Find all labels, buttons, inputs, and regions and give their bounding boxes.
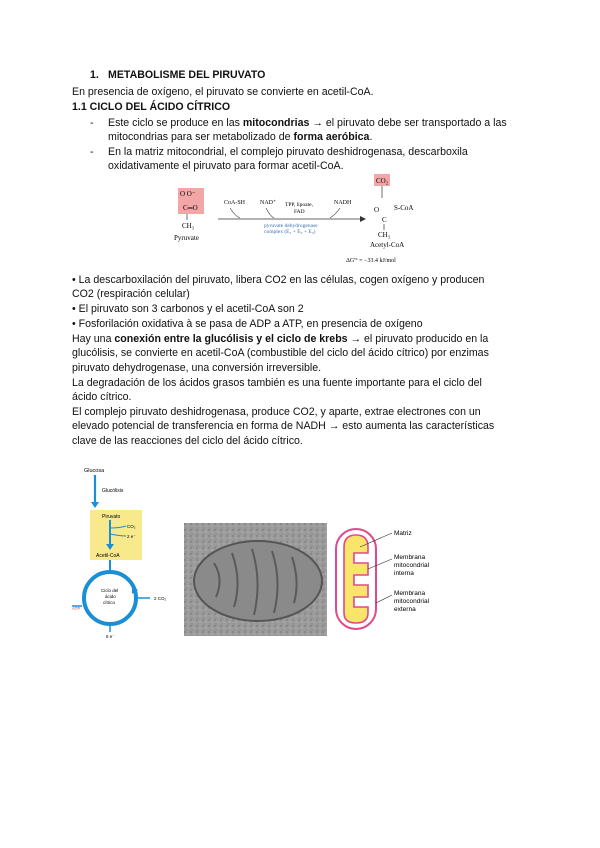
- intro-text: En presencia de oxígeno, el piruvato se convierte en acetil-CoA.: [72, 86, 374, 98]
- paragraph-1-line-2: glucólisis, se convierte en acetil-CoA (combustible del ciclo del ácido cítrico) por enzimas: [72, 347, 489, 359]
- cycle-label-2: ácido: [105, 594, 116, 599]
- product-scoa: S-CoA: [394, 204, 414, 212]
- keto-label: C═O: [183, 204, 198, 212]
- paragraph-1-bold: conexión entre la glucólisis y el ciclo de krebs: [114, 333, 348, 345]
- nad-label: NAD⁺: [260, 200, 277, 206]
- mitochondrion-schematic: [330, 523, 480, 636]
- subheading: 1.1 CICLO DEL ÁCIDO CÍTRICO: [72, 101, 231, 113]
- outer-membrane-label-2: mitocondrial: [394, 598, 430, 605]
- enzyme-label-1: pyruvate dehydrogenase: [264, 223, 318, 229]
- paragraph-2-line-1: La degradación de los ácidos grasos también es una fuente importante para el ciclo del: [72, 377, 482, 389]
- atp-output: ATP: [72, 606, 81, 611]
- glycolysis-label: Glucólisis: [102, 488, 124, 494]
- bullet-dash: -: [90, 146, 94, 158]
- fad-label: FAD: [294, 209, 305, 215]
- two-co2-output: 2 CO₂: [154, 596, 167, 601]
- methyl-label: CH₃: [182, 222, 195, 230]
- carboxyl-label: O O⁻: [180, 190, 196, 198]
- glycolysis-arrowhead: [91, 502, 99, 508]
- heading-title: METABOLISME DEL PIRUVATO: [108, 69, 266, 81]
- delta-g-label: ΔG'° = −33.4 kJ/mol: [346, 258, 396, 264]
- bullet-1-line2-bold: forma aeróbica: [293, 131, 370, 143]
- bullet-1-post: → el piruvato debe ser transportado a las: [309, 117, 507, 129]
- coash-arrow: [230, 208, 240, 218]
- bullet-1-line-2: [108, 131, 372, 144]
- inner-membrane-label-3: interna: [394, 570, 414, 577]
- acetyl-node: Acetil-CoA: [96, 553, 120, 559]
- bullet-1-line-1: [108, 117, 507, 130]
- heading-number: 1.: [90, 69, 99, 81]
- pyruvate-node: Piruvato: [102, 514, 121, 520]
- paragraph-1-pre: Hay una: [72, 333, 115, 345]
- note-3: • Fosforilación oxidativa à se pasa de ADP a ATP, en presencia de oxígeno: [72, 318, 423, 330]
- bullet-2-line-1: En la matriz mitocondrial, el complejo piruvato deshidrogenasa, descarboxila: [108, 146, 468, 158]
- paragraph-1-line-3: piruvato dehydrogenase, una conversión irreversible.: [72, 362, 322, 374]
- paragraph-1-post: → el piruvato producido en la: [347, 333, 489, 345]
- product-methyl: CH₃: [378, 231, 391, 239]
- paragraph-2-line-2: ácido cítrico.: [72, 391, 132, 403]
- eight-electrons-output: 8 e⁻: [106, 634, 115, 639]
- product-oxygen: O: [374, 206, 380, 214]
- matrix-label: Matriz: [394, 530, 412, 537]
- paragraph-3-line-2: elevado potencial de transferencia en forma de NADH → esto aumenta las características: [72, 420, 495, 432]
- cycle-label-3: cítrico: [103, 600, 116, 605]
- co2-output: CO₂: [127, 524, 136, 529]
- mitochondrion-micrograph: [184, 523, 327, 636]
- coash-label: CoA-SH: [224, 200, 246, 206]
- nadh-arrow: [330, 208, 340, 218]
- electron-output: 2 e⁻: [127, 534, 136, 539]
- co2-label: CO₂: [376, 177, 389, 185]
- reaction-arrowhead: [360, 216, 366, 222]
- paragraph-1-line-1: [72, 333, 488, 346]
- outer-membrane-pointer: [376, 595, 392, 603]
- note-1-line-1: • La descarboxilación del piruvato, libera CO2 en las células, cogen oxígeno y producen: [72, 274, 485, 286]
- cycle-label-1: Ciclo del: [101, 588, 119, 593]
- pathway-diagram: [72, 462, 180, 642]
- acetyl-coa-label: Acetyl-CoA: [370, 241, 405, 249]
- enzyme-label-2: complex (E₁ + E₂ + E₃): [264, 229, 316, 235]
- paragraph-3-line-1: El complejo piruvato deshidrogenasa, produce CO2, y aparte, extrae electrones con un: [72, 406, 481, 418]
- pyruvate-label: Pyruvate: [174, 234, 199, 242]
- note-2: • El piruvato son 3 carbonos y el acetil-CoA son 2: [72, 303, 304, 315]
- glucose-label: Glucosa: [84, 468, 105, 474]
- note-1-line-2: CO2 (respiración celular): [72, 288, 190, 300]
- bullet-1-line2-post: .: [369, 131, 373, 143]
- outer-membrane-label-1: Membrana: [394, 590, 426, 597]
- bullet-dash: -: [90, 117, 94, 129]
- inner-membrane-label-2: mitocondrial: [394, 562, 430, 569]
- pyruvate-reaction-diagram: [170, 174, 440, 266]
- nad-arrow: [266, 208, 274, 218]
- bullet-2-line-2: oxidativamente el piruvato para formar acetil-CoA.: [108, 160, 344, 172]
- bullet-1-line2-pre: mitocondrias para ser metabolizado de: [108, 131, 294, 143]
- cofactors-label: TPP, lipoate,: [285, 202, 313, 208]
- section-heading: [90, 69, 265, 81]
- outer-membrane-label-3: externa: [394, 606, 416, 613]
- bullet-1-bold: mitocondrias: [242, 117, 310, 129]
- bullet-1-pre: Este ciclo se produce en las: [108, 117, 243, 129]
- nadh-label: NADH: [334, 200, 352, 206]
- product-carbon: C: [382, 216, 387, 224]
- paragraph-3-line-3: clave de las reacciones del ciclo del ácido cítrico.: [72, 435, 303, 447]
- inner-membrane-label-1: Membrana: [394, 554, 426, 561]
